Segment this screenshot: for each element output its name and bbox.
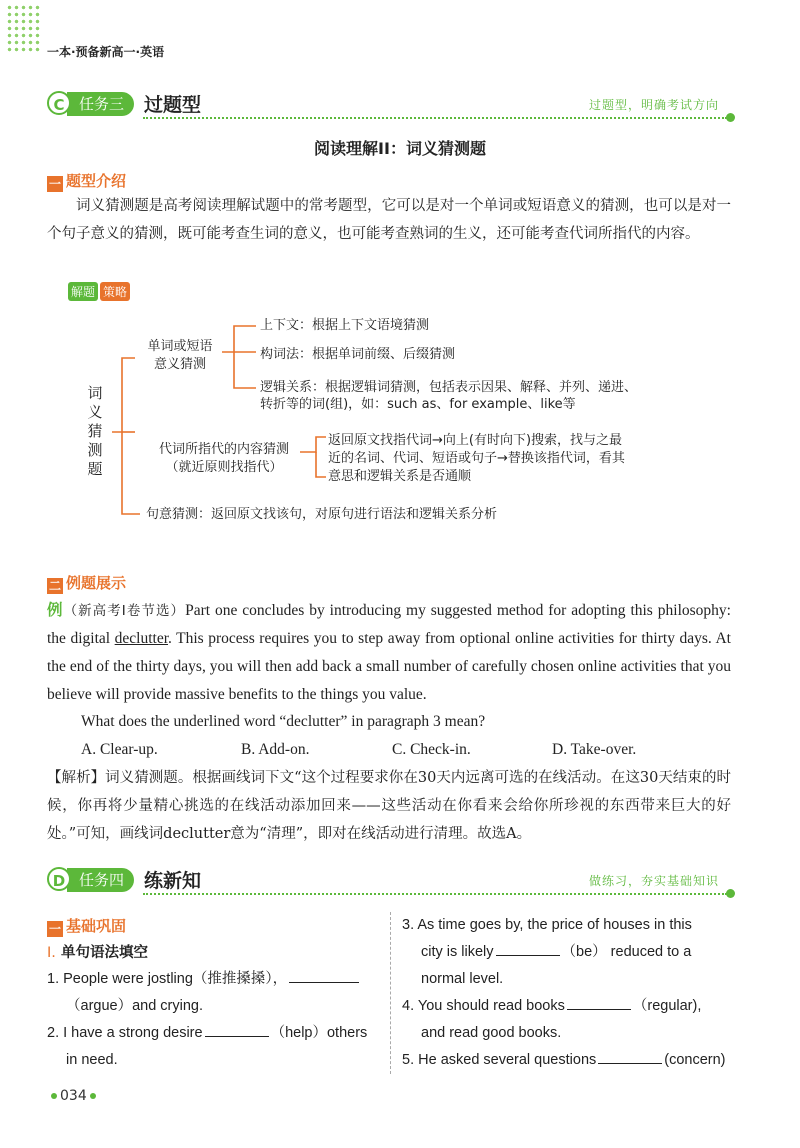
question-3 [402, 912, 732, 993]
q4-text-b: （regular), [632, 998, 702, 1014]
q3-text-c: （be） reduced to a [561, 944, 692, 960]
example-options [81, 736, 701, 764]
underlined-word: declutter [114, 630, 169, 647]
page-dot-icon [51, 1093, 57, 1099]
example-source: （新高考Ⅰ卷节选） [63, 603, 186, 619]
branch2-line: 意思和逻辑关系是否通顺 [328, 469, 472, 484]
option-d: D. Take-over. [552, 741, 637, 758]
branch1-item-wordformation: 构词法：根据单词前缀、后缀猜测 [260, 347, 456, 362]
option-a: A. Clear-up. [81, 741, 158, 758]
section-mark-icon: 二 [48, 579, 61, 593]
examples-heading [47, 572, 126, 594]
q2-number: 2. [47, 1025, 60, 1041]
examples-heading-text: 例题展示 [66, 574, 127, 592]
q4-text-a: You should read books [417, 998, 565, 1014]
example-analysis: 【解析】词义猜测题。根据画线词下文“这个过程要求你在30天内远离可选的在线活动。在这30天结束的时候，你再将少量精心挑选的在线活动添加回来——这些活动在你看来会给你所珍视的东西带来巨大的好处。”可知，画线词declutter意为“清理”，即对在线活动进行清理。故选A。 [47, 770, 731, 842]
root-char: 题 [87, 460, 103, 478]
exercise-subheading-text: 单句语法填空 [60, 945, 148, 961]
example-label: 例 [47, 601, 64, 619]
mindmap-root [86, 384, 104, 479]
branch1-item-logic: 逻辑关系：根据逻辑词猜测，包括表示因果、解释、并列、递进、 [260, 380, 638, 395]
root-char: 测 [87, 441, 103, 459]
branch2-description [328, 432, 625, 486]
branch2-line: 近的名词、代词、短语或句子→替换该指代词，看其 [328, 451, 625, 466]
basics-heading-text: 基础巩固 [66, 917, 127, 935]
q5-text-a: He asked several questions [418, 1052, 597, 1068]
q5-text-b: (concern) [664, 1052, 726, 1068]
q1-text-a: People were jostling（推推搡搡）， [63, 971, 288, 987]
q3-text-d: normal level. [421, 971, 504, 987]
q1-number: 1. [47, 971, 60, 987]
task4-dot-icon [726, 889, 735, 898]
task3-subtitle: 过题型，明确考试方向 [588, 98, 719, 112]
example-passage [47, 596, 731, 709]
q1-blank[interactable] [289, 968, 359, 983]
section-mark-icon: 一 [48, 922, 61, 936]
book-header: 一本·预备新高一·英语 [47, 45, 165, 59]
task3-letter-icon: C [47, 91, 71, 115]
branch1-title-line: 意义猜测 [153, 357, 206, 372]
option-c: C. Check-in. [392, 741, 471, 758]
q2-blank[interactable] [205, 1022, 269, 1037]
q4-blank[interactable] [567, 995, 631, 1010]
basics-heading [47, 915, 126, 937]
task4-bar [47, 866, 735, 894]
q3-number: 3. [402, 917, 415, 933]
root-char: 猜 [87, 422, 103, 440]
question-2 [47, 1020, 377, 1074]
roman-numeral: I. [47, 945, 56, 961]
page-dot-icon [90, 1093, 96, 1099]
branch1-title [138, 338, 222, 374]
q5-number: 5. [402, 1052, 415, 1068]
page-number [48, 1088, 99, 1104]
task3-label: 任务三 [67, 92, 134, 116]
branch1-item-logic-cont: 转折等的词(组)，如：such as、for example、like等 [260, 397, 576, 412]
task4-label: 任务四 [67, 868, 134, 892]
passage-part-b: . This process requires you to step away from optional online activities for thirty days. At the end of the thirty days, you will then add back a small number of carefully chosen online activities that you believe will provide massive benefits to the things you value. [47, 630, 731, 703]
branch2-title [146, 441, 302, 477]
question-5 [402, 1047, 732, 1074]
q3-text-b: city is likely [421, 944, 494, 960]
page-number-text: 034 [60, 1088, 87, 1104]
task4-title: 练新知 [144, 870, 202, 892]
root-char: 词 [87, 384, 103, 402]
q2-text-c: in need. [66, 1052, 118, 1068]
section-mark-icon: 一 [48, 177, 61, 191]
tag-strategy: 策略 [100, 282, 130, 301]
q1-text-b: （argue）and crying. [66, 998, 204, 1014]
q4-text-c: and read good books. [421, 1025, 562, 1041]
branch2-line: 返回原文找指代词→向上(有时向下)搜索，找与之最 [328, 433, 623, 448]
q3-text-a: As time goes by, the price of houses in this [417, 917, 692, 933]
task4-subtitle: 做练习，夯实基础知识 [588, 874, 719, 888]
branch1-title-line: 单词或短语 [147, 339, 213, 354]
question-4 [402, 993, 732, 1047]
page-title: 阅读理解II：词义猜测题 [314, 139, 486, 158]
task4-divider [143, 893, 727, 895]
intro-heading-text: 题型介绍 [66, 172, 127, 190]
branch1-item-context: 上下文：根据上下文语境猜测 [260, 318, 430, 333]
exercise-subheading [47, 941, 148, 962]
branch3-text: 句意猜测：返回原文找该句，对原句进行语法和逻辑关系分析 [146, 507, 498, 522]
option-b: B. Add-on. [241, 741, 310, 758]
intro-paragraph: 词义猜测题是高考阅读理解试题中的常考题型，它可以是对一个单词或短语意义的猜测，也可以是对一个句子意义的猜测，既可能考查生词的意义，也可能考查熟词的生义，还可能考查代词所指代的内容。 [47, 198, 731, 242]
example-question: What does the underlined word “declutter” in paragraph 3 mean? [81, 713, 486, 730]
question-1 [47, 966, 377, 1020]
q4-number: 4. [402, 998, 415, 1014]
task3-title: 过题型 [144, 94, 202, 116]
q2-text-a: I have a strong desire [63, 1025, 203, 1041]
passage-part-a: Part one concludes by introducing my suggested method for adopting this philosophy: the digital [47, 602, 731, 647]
tag-solve: 解题 [68, 282, 98, 301]
task4-letter-icon: D [47, 867, 71, 891]
root-char: 义 [87, 403, 103, 421]
q2-text-b: （help）others [270, 1025, 368, 1041]
q5-blank[interactable] [598, 1049, 662, 1064]
branch2-title-line: 代词所指代的内容猜测 [158, 442, 289, 457]
branch2-title-line: （就近原则找指代） [165, 460, 283, 475]
q3-blank[interactable] [496, 941, 560, 956]
column-divider [390, 912, 391, 1074]
